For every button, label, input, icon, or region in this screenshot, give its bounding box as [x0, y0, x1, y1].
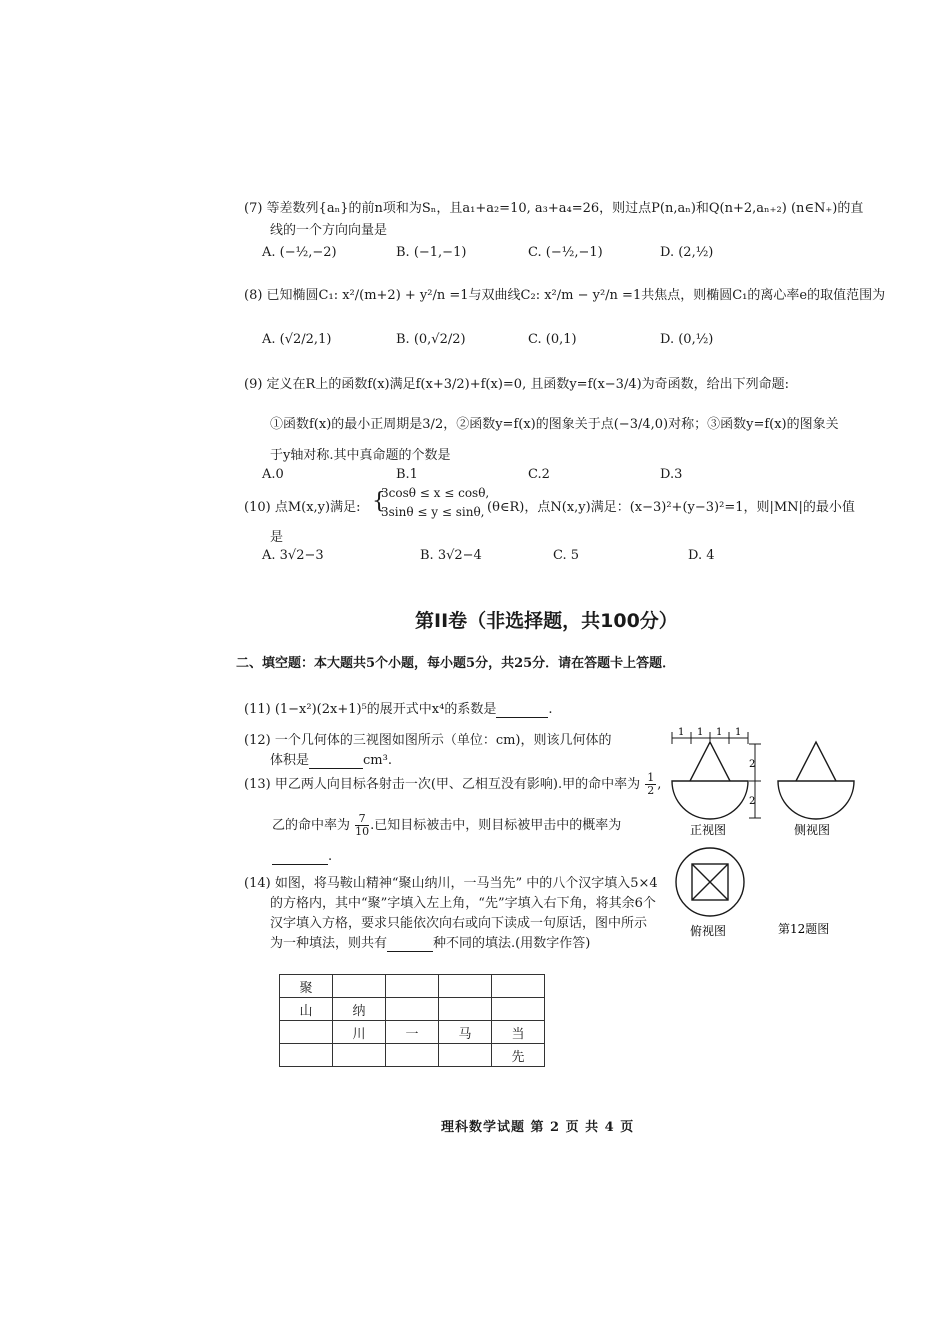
- q7-option-b: B. (−1,−1): [396, 245, 467, 260]
- grid-row: [280, 998, 545, 1021]
- section2-heading: 二、填空题：本大题共5个小题，每小题5分，共25分．请在答题卡上答题．: [236, 656, 676, 671]
- q13-line3-end: .: [328, 849, 333, 864]
- q13-line2-b: .已知目标被击中，则目标被甲击中的概率为: [370, 818, 622, 833]
- q14-line4-b: 种不同的填法.(用数字作答): [433, 936, 591, 951]
- q7-line2: 线的一个方向向量是: [270, 223, 388, 238]
- q8-line1: (8) 已知椭圆C₁: x²/(m+2) + y²/n =1与双曲线C₂: x²/m − y²/n =1共焦点，则椭圆C₁的离心率e的取值范围为: [244, 288, 886, 303]
- q10-option-c: C. 5: [553, 548, 580, 563]
- grid-cell: 聚: [280, 975, 333, 998]
- q7-option-d: D. (2,½): [660, 245, 714, 260]
- q12-line1: (12) 一个几何体的三视图如图所示（单位：cm)，则该几何体的: [244, 733, 612, 748]
- grid-cell: [386, 975, 439, 998]
- q13-frac2-num: 7: [355, 813, 369, 826]
- grid-cell: [333, 975, 386, 998]
- q13-fraction-1: [645, 772, 656, 797]
- grid-cell: [439, 1044, 492, 1067]
- q13-answer-blank: [272, 849, 328, 865]
- q7-option-a: A. (−½,−2): [262, 245, 337, 260]
- q14-line2: 的方格内，其中“聚”字填入左上角，“先”字填入右下角，将其余6个: [270, 896, 656, 911]
- q11-answer-blank: [496, 702, 548, 718]
- q8-option-a: A. (√2/2,1): [262, 332, 332, 347]
- q10-system-brace: {: [372, 489, 386, 514]
- q13-line1-end: ,: [657, 777, 662, 792]
- side-view-shape: [778, 742, 854, 819]
- grid-cell: 一: [386, 1021, 439, 1044]
- q11-end: .: [548, 702, 553, 717]
- q12-line2-a: 体积是: [270, 753, 310, 768]
- grid-cell: 川: [333, 1021, 386, 1044]
- figure-12-three-views: [660, 718, 870, 948]
- dim-top-2: 1: [697, 727, 704, 738]
- q14-answer-blank: [387, 936, 433, 952]
- q9-option-b: B.1: [396, 467, 418, 482]
- q12-answer-blank: [309, 753, 363, 769]
- q14-line3: 汉字填入方格，要求只能依次向右或向下读成一句原话，图中所示: [270, 916, 648, 931]
- grid-cell: [492, 998, 545, 1021]
- grid-cell: 纳: [333, 998, 386, 1021]
- q13-frac1-num: 1: [647, 771, 655, 784]
- q14-line1: (14) 如图，将马鞍山精神“聚山纳川，一马当先” 中的八个汉字填入5×4: [244, 876, 658, 891]
- grid-cell: [492, 975, 545, 998]
- grid-row: [280, 975, 545, 998]
- q10-mid: (θ∈R)，点N(x,y)满足：(x−3)²+(y−3)²=1，则|MN|的最小值: [487, 500, 855, 515]
- q9-option-c: C.2: [528, 467, 550, 482]
- q13-line2: [272, 813, 621, 838]
- grid-cell: 马: [439, 1021, 492, 1044]
- grid-row: [280, 1044, 545, 1067]
- part2-title: 第II卷（非选择题，共100分）: [415, 610, 678, 632]
- top-view-label: 俯视图: [690, 924, 727, 938]
- q9-line1: (9) 定义在R上的函数f(x)满足f(x+3/2)+f(x)=0, 且函数y=f(x−3/4)为奇函数，给出下列命题:: [244, 377, 790, 392]
- q8-option-d: D. (0,½): [660, 332, 714, 347]
- q14-line4: [270, 932, 590, 952]
- q9-option-a: A.0: [262, 467, 284, 482]
- grid-cell: [439, 975, 492, 998]
- q13-frac1-den: 2: [647, 784, 655, 797]
- dim-right-1: 2: [749, 759, 756, 770]
- dim-top-4: 1: [735, 727, 742, 738]
- front-view-label: 正视图: [690, 823, 727, 837]
- page-footer: 理科数学试题 第 2 页 共 4 页: [441, 1120, 635, 1135]
- q7-line1: (7) 等差数列{aₙ}的前n项和为Sₙ，且a₁+a₂=10, a₃+a₄=26，则过点P(n,aₙ)和Q(n+2,aₙ₊₂) (n∈N₊)的直: [244, 201, 864, 216]
- q13-line1: [244, 772, 661, 797]
- q14-line4-a: 为一种填法，则共有: [270, 936, 388, 951]
- q10-option-d: D. 4: [688, 548, 715, 563]
- top-view-shape: [676, 848, 744, 916]
- grid-cell: [280, 1044, 333, 1067]
- q13-line3: [272, 849, 332, 865]
- grid-cell: [386, 998, 439, 1021]
- q10-option-b: B. 3√2−4: [420, 548, 482, 563]
- q14-grid: [279, 974, 545, 1067]
- q11-text: [244, 698, 552, 718]
- q10-prefix: (10) 点M(x,y)满足:: [244, 500, 361, 515]
- q10-line2: 是: [270, 530, 284, 545]
- grid-cell: [439, 998, 492, 1021]
- q13-fraction-2: [355, 813, 369, 838]
- side-view-label: 侧视图: [794, 823, 831, 837]
- dim-top-1: 1: [678, 727, 685, 738]
- q9-option-d: D.3: [660, 467, 683, 482]
- grid-cell: 山: [280, 998, 333, 1021]
- dim-top-3: 1: [716, 727, 723, 738]
- q10-system-row2: 3sinθ ≤ y ≤ sinθ,: [381, 505, 485, 519]
- q13-frac2-den: 10: [355, 825, 370, 838]
- q13-line2-a: 乙的命中率为: [272, 818, 351, 833]
- grid-row: [280, 1021, 545, 1044]
- front-view-shape: [672, 742, 748, 819]
- q10-system-row1: 3cosθ ≤ x ≤ cosθ,: [381, 486, 490, 500]
- q9-line3: 于y轴对称.其中真命题的个数是: [270, 448, 451, 463]
- grid-cell: [386, 1044, 439, 1067]
- q8-option-c: C. (0,1): [528, 332, 577, 347]
- q12-line2-b: cm³.: [363, 753, 392, 768]
- grid-cell: [333, 1044, 386, 1067]
- dim-right-2: 2: [749, 796, 756, 807]
- q9-line2: ①函数f(x)的最小正周期是3/2，②函数y=f(x)的图象关于点(−3/4,0)对称；③函数y=f(x)的图象关: [270, 417, 839, 432]
- q10-option-a: A. 3√2−3: [262, 548, 324, 563]
- q12-line2: [270, 749, 392, 769]
- q8-option-b: B. (0,√2/2): [396, 332, 466, 347]
- grid-cell: 先: [492, 1044, 545, 1067]
- q7-option-c: C. (−½,−1): [528, 245, 603, 260]
- q13-line1-text: (13) 甲乙两人向目标各射击一次(甲、乙相互没有影响).甲的命中率为: [244, 777, 641, 792]
- grid-cell: 当: [492, 1021, 545, 1044]
- q11-stem: (11) (1−x²)(2x+1)⁵的展开式中x⁴的系数是: [244, 702, 497, 717]
- grid-cell: [280, 1021, 333, 1044]
- figure-12-caption: 第12题图: [778, 922, 830, 936]
